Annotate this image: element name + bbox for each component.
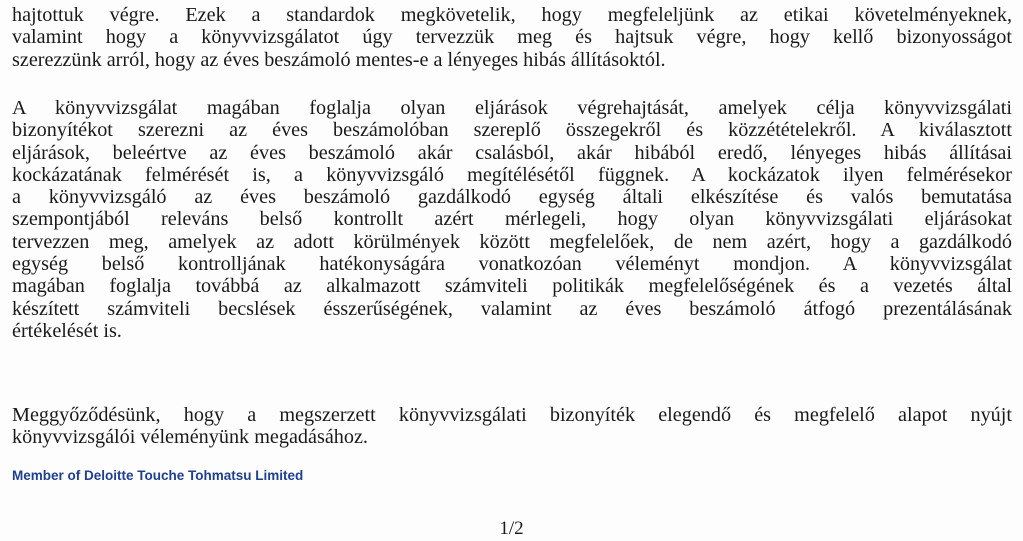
paragraph-standards (12, 4, 1012, 71)
text-line: hajtottuk végre. Ezek a standardok megkövetelik, hogy megfeleljünk az etikai követelményeknek, (12, 4, 1012, 26)
text-line: értékelését is. (12, 319, 122, 342)
text-line: könyvvizsgálói véleményünk megadásához. (12, 426, 368, 449)
text-line: a könyvvizsgáló az éves beszámoló gazdálkodó egység általi elkészítése és valós bemutatása (12, 186, 1012, 209)
text-line: magában foglalja továbbá az alkalmazott számviteli politikák megfelelőségének és a vezetés által (12, 275, 1012, 298)
paragraph-audit-procedures (12, 97, 1012, 342)
text-line: tervezzen meg, amelyek az adott körülmények között megfelelőek, de nem azért, hogy a gazdálkodó (12, 230, 1012, 253)
text-line: valamint hogy a könyvvizsgálatot úgy tervezzük meg és hajtsuk végre, hogy kellő bizonyosságot (12, 26, 1012, 49)
text-line: eljárások, beleértve az éves beszámoló akár csalásból, akár hibából eredő, lényeges hibás állításai (12, 141, 1012, 164)
text-line: szempontjából releváns belső kontrollt azért mérlegeli, hogy olyan könyvvizsgálati eljárásokat (12, 208, 1012, 231)
text-line: kockázatának felmérését is, a könyvvizsgáló megítélésétől függnek. A kockázatok ilyen felmérésekor (12, 163, 1012, 186)
page-number: 1/2 (499, 518, 524, 539)
text-line: bizonyítékot szerezni az éves beszámolóban szereplő összegekről és közzétételekről. A kiválasztott (12, 119, 1012, 142)
member-footer: Member of Deloitte Touche Tohmatsu Limited (12, 468, 304, 483)
paragraph-conclusion (12, 404, 1012, 449)
text-line: egység belső kontrolljának hatékonyságára vonatkozóan véleményt mondjon. A könyvvizsgálat (12, 253, 1012, 276)
text-line: Meggyőződésünk, hogy a megszerzett könyvvizsgálati bizonyíték elegendő és megfelelő alapot nyújt (12, 404, 1012, 426)
text-line: szerezzünk arról, hogy az éves beszámoló mentes-e a lényeges hibás állításoktól. (12, 48, 666, 71)
text-line: A könyvvizsgálat magában foglalja olyan eljárások végrehajtását, amelyek célja könyvvizsgálati (12, 97, 1012, 119)
text-line: készített számviteli becslések ésszerűségének, valamint az éves beszámoló átfogó prezentálásának (12, 297, 1012, 320)
